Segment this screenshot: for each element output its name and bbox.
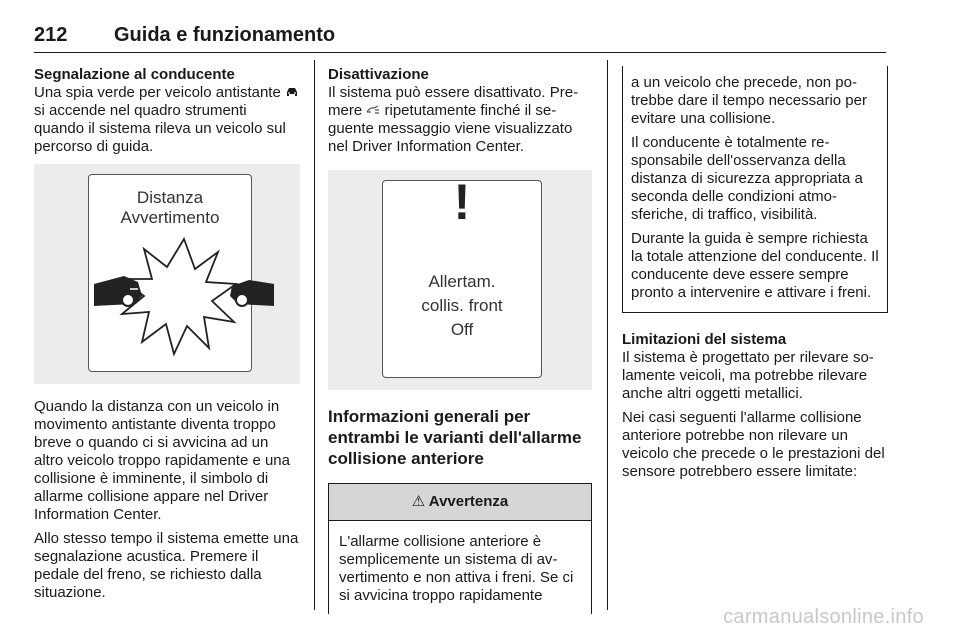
page-number: 212 [34,24,68,46]
paragraph: a un veicolo che precede, non potrebbe dare il tempo necessario per evitare una collisione. [631,74,867,127]
section-heading-driver-alert: Segnalazione al conducente [34,66,235,83]
distance-warning-figure [34,164,300,384]
collision-alert-button-icon [366,104,380,116]
paragraph: Una spia verde per veicolo antistante si accende nel quadro strumenti quando il sistema rileva un veicolo sul percorso di guida. [34,84,300,156]
column-divider [314,60,315,610]
section-heading-deactivation: Disattivazione [328,66,429,83]
exclamation-icon: ! [453,174,471,230]
figure-label: Distanza [136,188,204,207]
figure-label: Off [450,320,474,339]
page-header [34,24,886,53]
warning-title: Avvertenza [428,493,509,510]
column-middle [328,66,592,614]
section-heading-limitations: Limitazioni del sistema [622,331,787,348]
vehicle-ahead-icon [285,86,299,98]
warning-header [329,484,591,521]
paragraph: Durante la guida è sempre richiesta la totale attenzione del conducente. Il conducente deve essere sempre pronto a intervenire e attivare i freni. [631,230,879,301]
page-title: Guida e funzionamento [114,24,336,46]
display-panel [382,174,542,378]
warning-text: L'allarme collisione anteriore è semplicemente un sistema di avvertimento e non attiva i freni. Se ci si avvicina troppo rapidamente [339,533,574,604]
warning-icon: ⚠ [411,493,426,510]
figure-label: collis. front [421,296,503,315]
warning-box-continued [622,66,888,313]
collision-off-figure [328,170,592,390]
paragraph: Nei casi seguenti l'allarme collisione anteriore potrebbe non rilevare un veicolo che precede o le prestazioni del sensore potrebbero essere limitate: [622,409,885,480]
paragraph: Il sistema è progettato per rilevare solamente veicoli, ma potrebbe rilevare anche altri oggetti metallici. [622,349,874,402]
watermark: carmanualsonline.info [723,606,924,628]
collision-star-icon [34,164,300,384]
column-right [622,66,888,487]
figure-label: Allertam. [428,272,496,291]
section-heading-general-info: Informazioni generali per entrambi le varianti dell'allarme collisione anteriore [328,407,582,468]
paragraph: Il sistema può essere disattivato. Premere ripetutamente finché il seguente messaggio viene visualizzato nel Driver Information Center. [328,84,579,155]
paragraph: Allo stesso tempo il sistema emette una segnalazione acustica. Premere il pedale del freno, se richiesto dalla situazione. [34,530,299,601]
column-left [34,66,300,608]
column-divider [607,60,608,610]
warning-box [328,483,592,614]
paragraph: Quando la distanza con un veicolo in movimento antistante diventa troppo breve o quando ci si avvicina ad un altro veicolo troppo rapidamente e una collisione è imminente, il simbolo di allarme collisione appare nel Driver Information Center. [34,398,290,523]
paragraph: Il conducente è totalmente responsabile dell'osservanza della distanza di sicurezza appropriata a seconda delle condizioni atmosferiche, di traffico, visibilità. [631,134,863,223]
figure-label: Avvertimento [120,208,220,227]
